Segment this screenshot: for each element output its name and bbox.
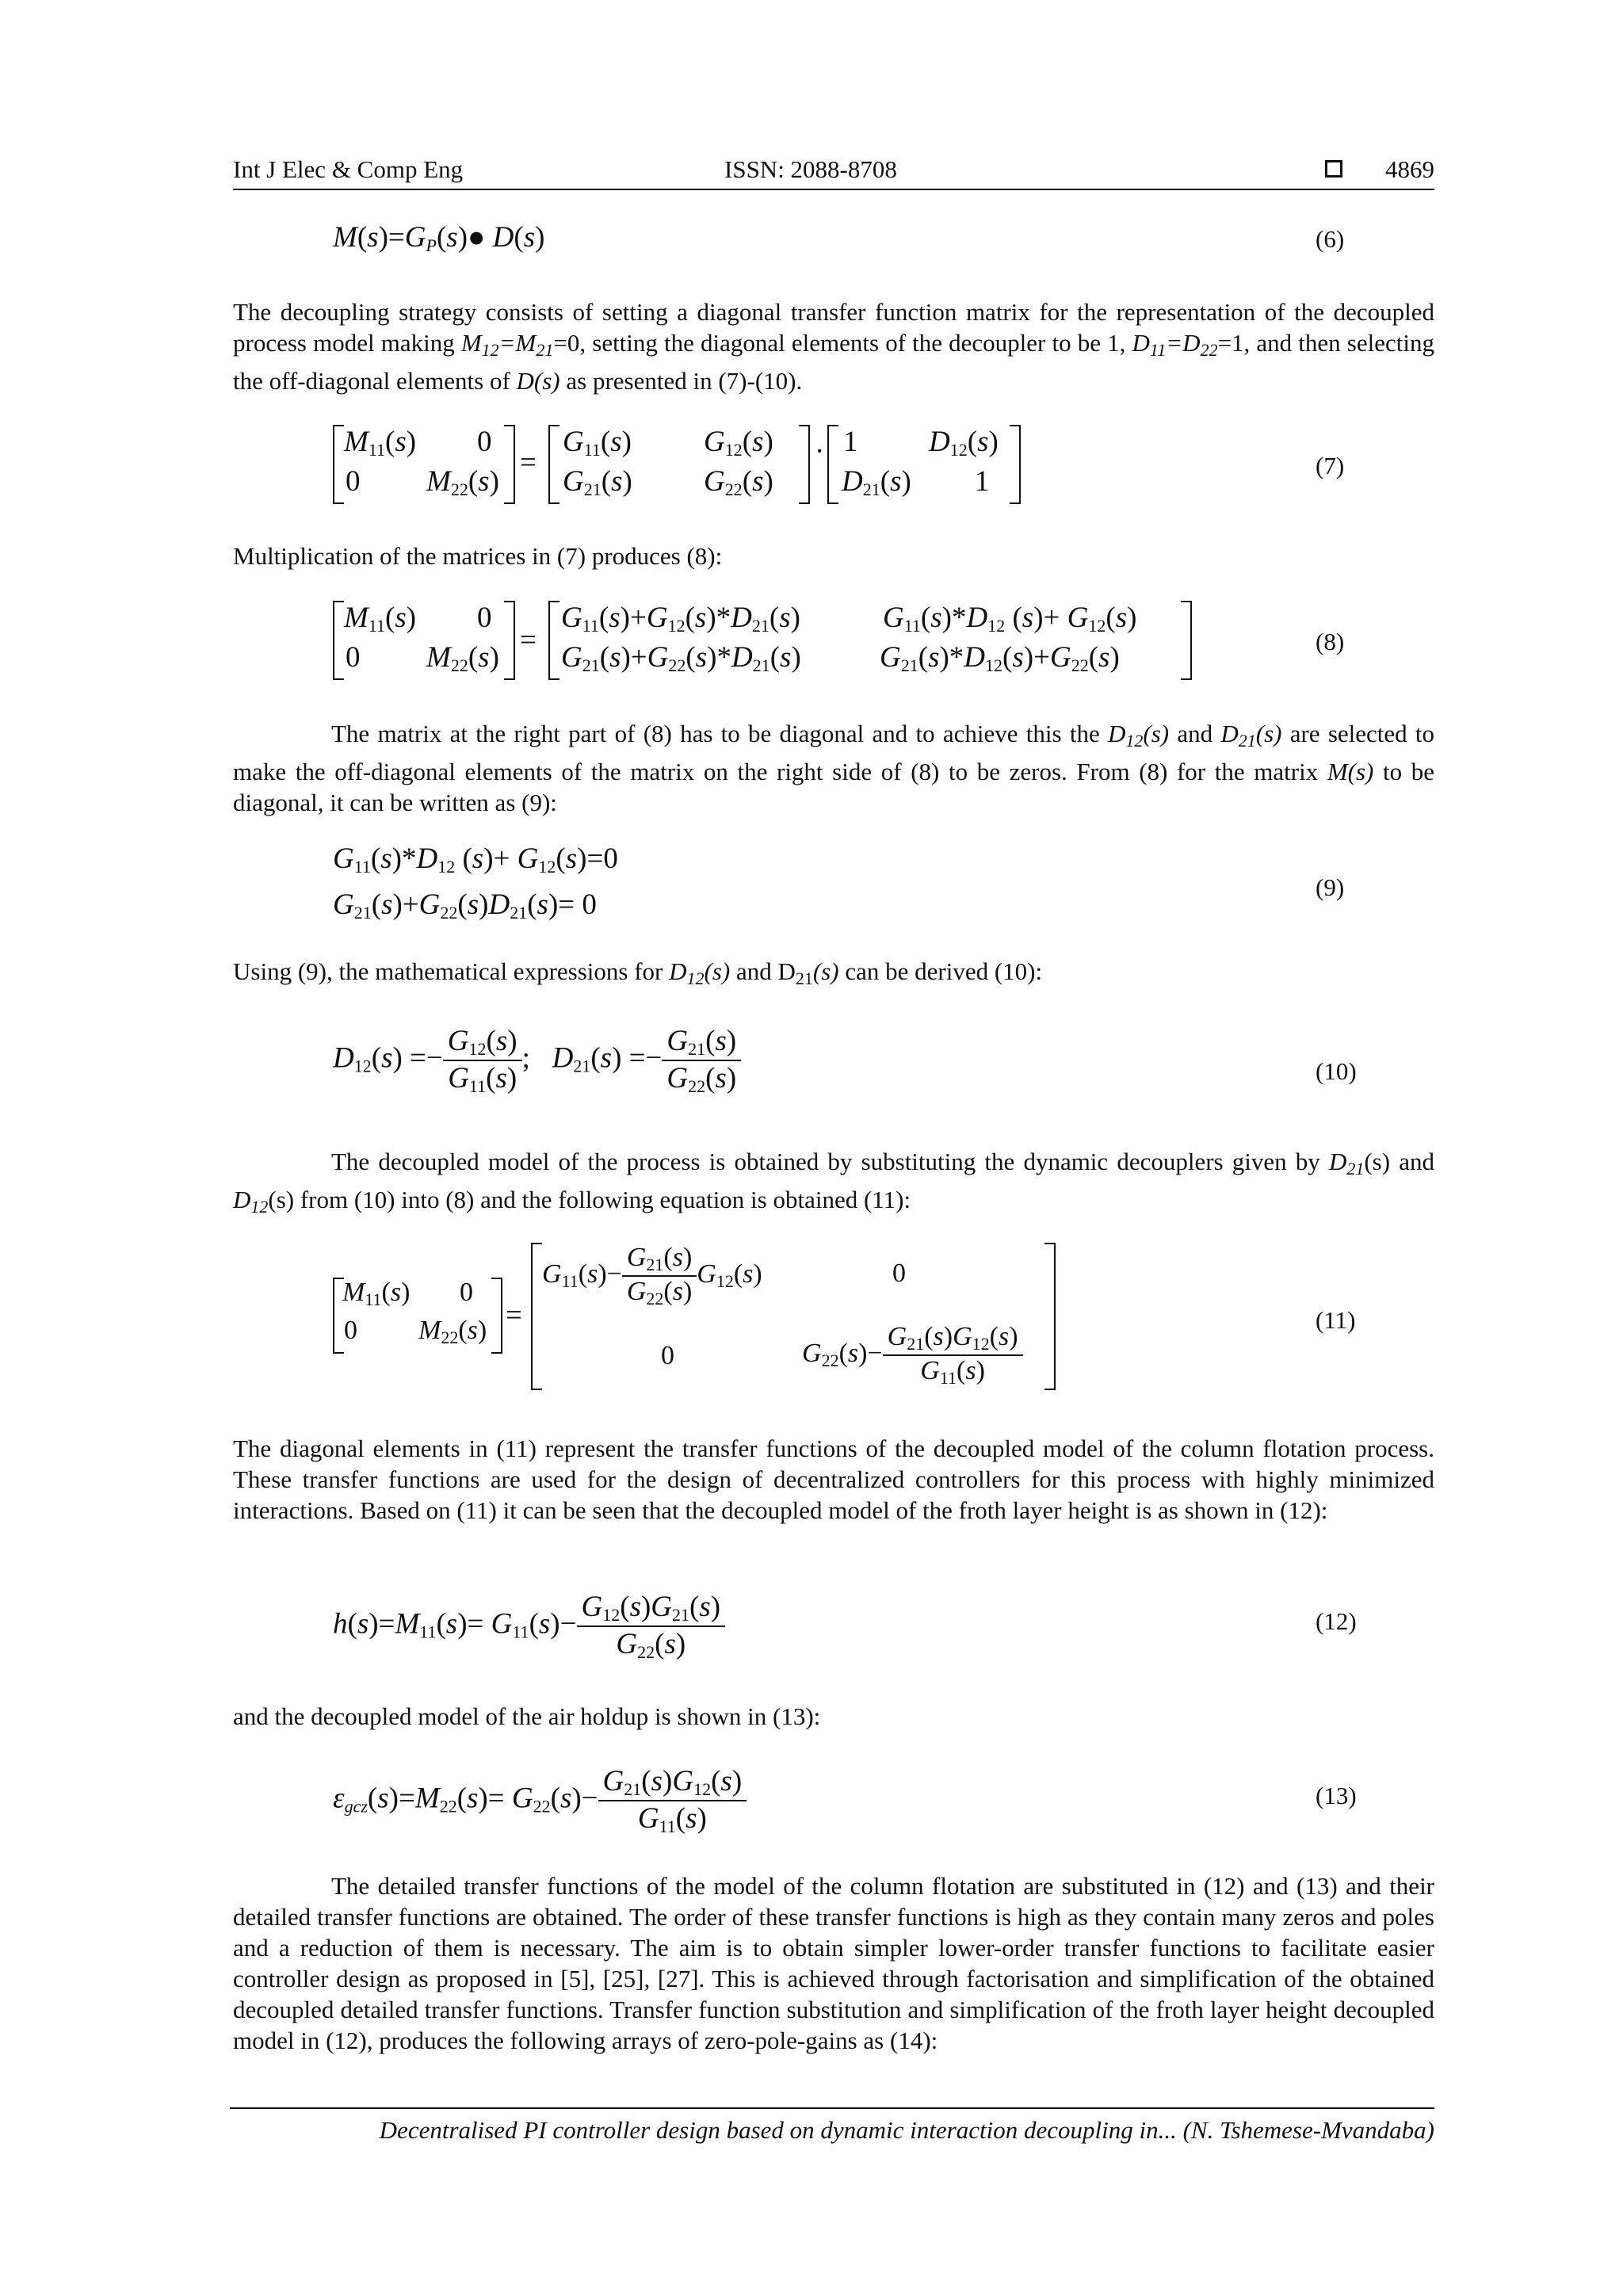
matrix-d: 1 $D_{12}(s)$ $D_{21}(s)$ 1 xyxy=(827,425,1021,504)
equation-9-line-1: $G_{11}(s)*D_{12}$ $(s)+ G_{12}(s)=0$ xyxy=(333,842,618,877)
footer-rule xyxy=(230,2107,1434,2109)
page-number: 4869 xyxy=(1385,155,1434,183)
paragraph-decoupling-strategy: The decoupling strategy consists of setting a diagonal transfer function matrix for the representation of the decoupled process model making $M_{12}=M_{21}=0$, setting the diagonal elements of the decoupler to be 1, $D_{11}=D_{22}=1$, and then selecting the off-diagonal elements of D(s) as presented in (7)-(10). xyxy=(233,298,1434,395)
checkbox-square-icon xyxy=(1325,160,1342,178)
equation-6-number: (6) xyxy=(1316,225,1345,253)
paragraph-using-9: Using (9), the mathematical expressions for $D_{12}(s)$ and $D_{21}(s)$ can be derived (10): xyxy=(233,957,1043,988)
paragraph-multiplication: Multiplication of the matrices in (7) produces (8): xyxy=(233,542,723,570)
paragraph-diagonal-matrix: The matrix at the right part of (8) has to be diagonal and to achieve this the $D_{12}(s)$ and $D_{21}(s)$ are selected to make the off-diagonal elements of the matrix on the right side of (8) to be zeros. From (8) for the matrix M(s) to be diagonal, it can be written as (9): xyxy=(233,720,1435,816)
paragraph-decoupled-model: The decoupled model of the process is obtained by substituting the dynamic decouplers given by $D_{21}(s)$ and $D_{12}(s)$ from (10) into (8) and the following equation is obtained (11): xyxy=(233,1148,1434,1217)
header-rule xyxy=(233,189,1434,190)
document-page: Int J Elec & Comp Eng ISSN: 2088-8708 4869 $M(s)=G_P(s)●$ D(s) (6) The decoupling strategy consists of setting a diagonal transfer function matrix for the representation of the decoupled process model making $M_{12}=M_{21}=0$, setting the diagonal elements of the decoupler to be 1, $D_{11}=D_{22}=1$, and then selecting the off-diagonal elements of D(s) as presented in (7)-(10). $M_{11}(s)$ 0 0 $M_{22}(s)$ = $G_{11}(s)$ $G_{12}(s)$ $G_{21}(s)$ $G_{22}(s)$ · 1 $D_{12}(s)$ $D_{21}(s)$ 1 (7) Multiplication of the matrices in (7) produces (8): $M_{11}(s)$ 0 0 $M_{22}(s)$ = $G_{11}(s)+G_{12}(s)*D_{21}(s)$ $G_{11}(s)*D_{12}$ $(s)+ G_{12}(s)$ $G_{21}(s)+G_{22}(s)*D_{21}(s)$ $G_{21}(s)*D_{12}(s)+G_{22}(s)$ (8) The matrix at the right part of (8) has to be diagonal and to achieve this the $D_{12}(s)$ and $D_{21}(s)$ are selected to make the off-diagonal elements of the matrix on the right side of (8) to be zeros. From (8) for the matrix M(s) to be diagonal, it can be written as (9): $G_{11}(s)*D_{12}$ $(s)+ G_{12}(s)=0$ $G_{21}(s)+G_{22}(s)D_{21}(s)= 0$ (9) Using (9), the mathematical expressions for $D_{12}(s)$ and $D_{21}(s)$ can be derived (10): $D_{12}(s)$ =− $\frac{G_{12}(s)}{G_{11}(s)}$ ; $D_{21}(s)$ =− $\frac{G_{21}(s)}{G_{22}(s)}$ (10) The decoupled model of the process is obtained by substituting the dynamic decouplers given by $D_{21}(s)$ and $D_{12}(s)$ from (10) into (8) and the following equation is obtained (11): $M_{11}(s)$ 0 0 $M_{22}(s)$ = $G_{11}(s)-$ $\frac{G_{21}(s)}{G_{22}(s)}$ $G_{12}(s)$ 0 0 $G_{22}(s)-$ $\frac{G_{21}(s)G_{12}(s)}{G_{11}(s)}$ (11) The diagonal elements in (11) represent the transfer functions of the decoupled model of the column flotation process. These transfer functions are used for the design of decentralized controllers for this process with highly minimized interactions. Based on (11) it can be seen that the decoupled model of the froth layer height is as shown in (12): $h(s)=M_{11}(s)= G_{11}(s)-$ $\frac{G_{12}(s)G_{21}(s)}{G_{22}(s)}$ (12) and the decoupled model of the air holdup is shown in (13): $\varepsilon_{gcz}(s)=M_{22}(s)= G_{22}(s)-$ $\frac{G_{21}(s)G_{12}(s)}{G_{11}(s)}$ (13) The detailed transfer functions of the model of the column flotation are substituted in (12) and (13) and their detailed transfer functions are obtained. The order of these transfer functions is high as they contain many zeros and poles and a reduction of them is necessary. The aim is to obtain simpler lower-order transfer functions to facilitate easier controller design as proposed in [5], [25], [27]. This is achieved through factorisation and simplification of the obtained decoupled detailed transfer functions. Transfer function substitution and simplification of the froth layer height decoupled model in (12), produces the following arrays of zero-pole-gains as (14): Decentralised PI controller design based on dynamic interaction decoupling in... (N. Tshemese-Mvandaba) xyxy=(0,0,1623,2296)
equation-13: $\varepsilon_{gcz}(s)=M_{22}(s)= G_{22}(s)-$ $\frac{G_{21}(s)G_{12}(s)}{G_{11}(s)}$ xyxy=(333,1764,747,1837)
equation-10: $D_{12}(s)$ =− $\frac{G_{12}(s)}{G_{11}(s)}$ ; $D_{21}(s)$ =− $\frac{G_{21}(s)}{G_{22}(s)}$ xyxy=(333,1024,741,1097)
paragraph-diagonal-elements: The diagonal elements in (11) represent the transfer functions of the decoupled model of the column flotation process. These transfer functions are used for the design of decentralized controllers for this process with highly minimized interactions. Based on (11) it can be seen that the decoupled model of the froth layer height is as shown in (12): xyxy=(233,1435,1434,1524)
page-header xyxy=(233,155,1434,192)
equation-8-number: (8) xyxy=(1316,628,1345,655)
equation-6: $M(s)=G_P(s)●$ D(s) xyxy=(333,221,545,255)
equation-9-line-2: $G_{21}(s)+G_{22}(s)D_{21}(s)= 0$ xyxy=(333,888,597,923)
issn: ISSN: 2088-8708 xyxy=(724,155,897,183)
equation-9-number: (9) xyxy=(1316,873,1345,901)
matrix-m: $M_{11}(s)$ 0 0 $M_{22}(s)$ xyxy=(333,425,515,504)
equation-13-number: (13) xyxy=(1316,1782,1357,1809)
matrix-g: $G_{11}(s)$ $G_{12}(s)$ $G_{21}(s)$ $G_{22}(s)$ xyxy=(548,425,810,504)
equation-7-number: (7) xyxy=(1316,452,1345,479)
paragraph-detailed-transfer-functions: The detailed transfer functions of the model of the column flotation are substituted in (12) and (13) and their detailed transfer functions are obtained. The order of these transfer functions is high as they contain many zeros and poles and a reduction of them is necessary. The aim is to obtain simpler lower-order transfer functions to facilitate easier controller design as proposed in [5], [25], [27]. This is achieved through factorisation and simplification of the obtained decoupled detailed transfer functions. Transfer function substitution and simplification of the froth layer height decoupled model in (12), produces the following arrays of zero-pole-gains as (14): xyxy=(233,1872,1434,2054)
journal-name: Int J Elec & Comp Eng xyxy=(233,155,464,183)
paragraph-air-holdup: and the decoupled model of the air holdup is shown in (13): xyxy=(233,1702,821,1730)
matrix-product: $G_{11}(s)+G_{12}(s)*D_{21}(s)$ $G_{11}(s)*D_{12}$ $(s)+ G_{12}(s)$ $G_{21}(s)+G_{22}(s)*D_{21}(s)$ $G_{21}(s)*D_{12}(s)+G_{22}(s)$ xyxy=(548,601,1192,680)
matrix-decoupled: $G_{11}(s)-$ $\frac{G_{21}(s)}{G_{22}(s)}$ $G_{12}(s)$ 0 0 $G_{22}(s)-$ $\frac{G_{21}(s)G_{12}(s)}{G_{11}(s)}$ xyxy=(531,1243,1056,1390)
equation-11-number: (11) xyxy=(1316,1306,1356,1334)
equation-12: $h(s)=M_{11}(s)= G_{11}(s)-$ $\frac{G_{12}(s)G_{21}(s)}{G_{22}(s)}$ xyxy=(333,1590,725,1663)
running-title: Decentralised PI controller design based on dynamic interaction decoupling in... (N. Tshemese-Mvandaba) xyxy=(379,2116,1434,2144)
equation-12-number: (12) xyxy=(1316,1607,1357,1635)
matrix-m: $M_{11}(s)$ 0 0 $M_{22}(s)$ xyxy=(333,601,515,680)
matrix-m: $M_{11}(s)$ 0 0 $M_{22}(s)$ xyxy=(333,1278,502,1354)
equation-10-number: (10) xyxy=(1316,1057,1357,1085)
